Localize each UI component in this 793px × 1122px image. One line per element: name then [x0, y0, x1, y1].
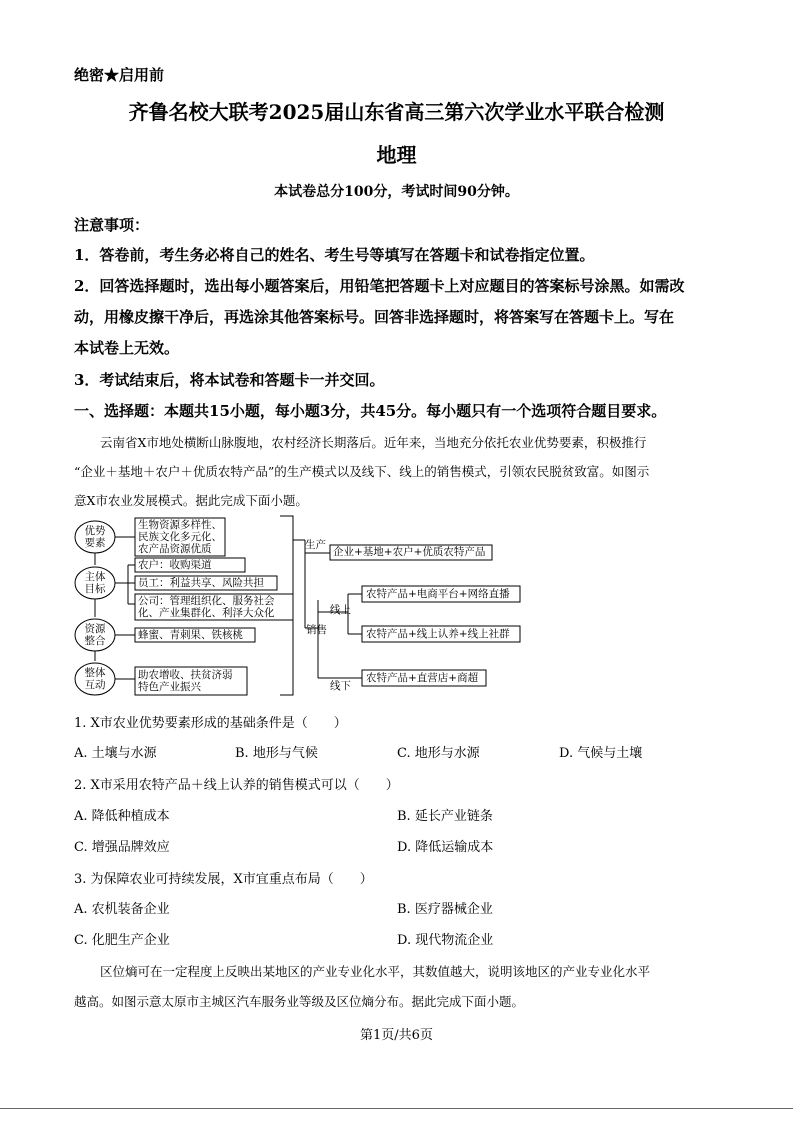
- question-2-option-a[interactable]: A. 降低种植成本: [74, 809, 170, 824]
- note-line: 动，用橡皮擦干净后，再选涂其他答案标号。回答非选择题时，将答案写在答题卡上。写在: [74, 308, 675, 326]
- section-heading: 一、选择题：本题共15小题，每小题3分，共45分。每小题只有一个选项符合题目要求。: [74, 402, 667, 420]
- box-interaction-line: 特色产业振兴: [138, 681, 201, 693]
- box-resources-line: 民族文化多元化、: [138, 531, 222, 543]
- box-production-mode: 企业+基地+农户+优质农特产品: [333, 546, 486, 558]
- passage-line: 越高。如图示意太原市主城区汽车服务业等级及区位熵分布。据此完成下面小题。: [74, 994, 525, 1009]
- label-offline: 线下: [330, 680, 351, 692]
- box-interaction-line: 助农增收、扶贫济弱: [138, 669, 233, 681]
- page-footer: 第1页/共6页: [360, 1028, 433, 1043]
- circle-label-advantage: 优势要素: [84, 525, 106, 549]
- question-3-option-a[interactable]: A. 农机装备企业: [74, 902, 170, 917]
- passage-line: “企业＋基地＋农户＋优质农特产品”的生产模式以及线下、线上的销售模式，引领农民脱贫致富。如图示: [74, 464, 650, 479]
- exam-meta: 本试卷总分100分，考试时间90分钟。: [274, 184, 519, 200]
- question-3-option-c[interactable]: C. 化肥生产企业: [74, 933, 170, 948]
- question-2-option-d[interactable]: D. 降低运输成本: [397, 840, 494, 855]
- note-line: 本试卷上无效。: [74, 339, 180, 357]
- note-line: 2．回答选择题时，选出每小题答案后，用铅笔把答题卡上对应题目的答案标号涂黑。如需改: [74, 277, 685, 295]
- circle-label-interaction: 整体互动: [84, 667, 106, 691]
- question-2-option-b[interactable]: B. 延长产业链条: [397, 809, 493, 824]
- question-3-stem: 3. 为保障农业可持续发展，X市宜重点布局（ ）: [74, 872, 373, 887]
- box-resource-products: 蜂蜜、青刺果、铁核桃: [138, 629, 243, 641]
- box-company-line: 化、产业集群化、利泽大众化: [138, 607, 275, 619]
- box-online-mode-1: 农特产品+电商平台+网络直播: [366, 588, 510, 600]
- question-1-option-c[interactable]: C. 地形与水源: [397, 746, 480, 761]
- box-staff: 员工：利益共享、风险共担: [138, 577, 264, 589]
- note-line: 1．答卷前，考生务必将自己的姓名、考生号等填写在答题卡和试卷指定位置。: [74, 246, 595, 264]
- label-sales: 销售: [306, 624, 327, 636]
- circle-label-subject: 主体目标: [84, 571, 106, 595]
- label-production: 生产: [305, 539, 326, 551]
- passage-line: 区位熵可在一定程度上反映出某地区的产业专业化水平，其数值越大，说明该地区的产业专业化水平: [100, 964, 651, 979]
- subject-title: 地理: [376, 143, 417, 167]
- box-farmer: 农户：收购渠道: [138, 559, 212, 571]
- note-line: 3．考试结束后，将本试卷和答题卡一并交回。: [74, 371, 385, 389]
- box-online-mode-2: 农特产品+线上认养+线上社群: [366, 628, 510, 640]
- passage-line: 云南省X市地处横断山脉腹地，农村经济长期落后。近年来，当地充分依托农业优势要素，积极推行: [100, 435, 647, 450]
- confidential-label: 绝密★启用前: [74, 66, 165, 84]
- question-2-option-c[interactable]: C. 增强品牌效应: [74, 840, 170, 855]
- question-3-option-d[interactable]: D. 现代物流企业: [397, 933, 494, 948]
- box-resources-line: 生物资源多样性、: [138, 519, 222, 531]
- question-1-option-b[interactable]: B. 地形与气候: [235, 746, 318, 761]
- question-1-option-a[interactable]: A. 土壤与水源: [74, 746, 157, 761]
- box-offline-mode: 农特产品+直营店+商超: [366, 672, 479, 684]
- question-3-option-b[interactable]: B. 医疗器械企业: [397, 902, 493, 917]
- question-2-stem: 2. X市采用农特产品＋线上认养的销售模式可以（ ）: [74, 778, 399, 793]
- page-bottom-divider: [0, 1108, 793, 1109]
- question-1-stem: 1. X市农业优势要素形成的基础条件是（ ）: [74, 716, 347, 731]
- passage-line: 意X市农业发展模式。据此完成下面小题。: [74, 493, 308, 508]
- box-resources-line: 农产品资源优质: [138, 543, 212, 555]
- label-online: 线上: [330, 604, 351, 616]
- box-company-line: 公司：管理组织化、服务社会: [138, 595, 275, 607]
- circle-label-resource: 资源整合: [84, 623, 106, 647]
- notes-heading: 注意事项：: [74, 216, 150, 234]
- exam-title: 齐鲁名校大联考2025届山东省高三第六次学业水平联合检测: [128, 100, 665, 124]
- question-1-option-d[interactable]: D. 气候与土壤: [559, 746, 643, 761]
